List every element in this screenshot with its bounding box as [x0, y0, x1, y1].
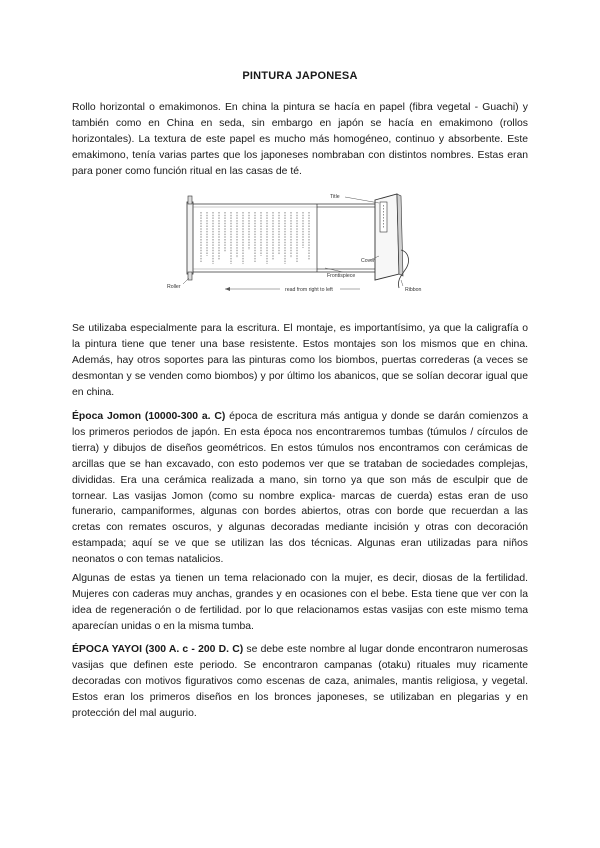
jomon-heading: Época Jomon (10000-300 a. C): [72, 411, 226, 422]
scroll-body: [193, 204, 375, 272]
page-title: PINTURA JAPONESA: [242, 70, 358, 82]
ribbon-label: Ribbon: [405, 287, 422, 293]
emakimono-diagram: [165, 190, 435, 300]
frontispiece-label: Frontispiece: [327, 273, 356, 279]
title-strip-label: Title: [330, 194, 340, 200]
paragraph-montaje: Se utilizaba especialmente para la escritura. El montaje, es importantísimo, ya que la caligrafía o la pintura tiene que tener una base resistente. Estos montajes son los mismos que en china. Además, hay otros soportes para las pinturas como los biombos, puertas correderas (a veces se desmontan y se venden como biombos) y por último los abanicos, que se solían decorar igual que en china.: [72, 323, 528, 398]
reading-direction-label: read from right to left: [285, 287, 333, 293]
cover-label: Cover: [361, 258, 375, 264]
roller-illustration: [187, 196, 193, 280]
yayoi-heading: ÉPOCA YAYOI (300 A. c - 200 D. C): [72, 644, 244, 655]
paragraph-yayoi: [72, 642, 528, 722]
jomon-text: época de escritura más antigua y donde se darán comienzos a los primeros periodos de japón. En esta época nos encontraremos tumbas (túmulos / círculos de tierra) y dibujos de diseños geométricos. En estos túmulos nos encontramos con cerámicas de arcillas que se han excavado, con esto podemos ver que se trataban de sociedades complejas, divididas. Era una cerámica realizada a mano, sin torno ya que son más de esculpir que de tornear. Las vasijas Jomon (como su nombre explica- marcas de cuerda) estas eran de uso funerario, campaniformes, algunas con bordes abiertos, otras con borde que recuerdan a las cretas con remates oscuros, y algunas decoradas mediante incisión y otras con decoración estampada; aquí se ve que se utilizan las dos técnicas. Algunas eran utilizadas para niños neonatos o con temas natalicios.: [72, 411, 528, 566]
roller-label: Roller: [167, 284, 181, 290]
paragraph-jomon: [72, 409, 528, 568]
paragraph-fertilidad: Algunas de estas ya tienen un tema relacionado con la mujer, es decir, diosas de la fertilidad. Mujeres con caderas muy anchas, grandes y en ocasiones con el bebe. Esta tiene que ver con la idea de regeneración o de fertilidad. por lo que relacionamos estas vasijas con este mismo tema aparecían unidas o en la misma tumba.: [72, 573, 528, 632]
yayoi-text: se debe este nombre al lugar donde encontraron numerosas vasijas que definen este periodo. Se encontraron campanas (otaku) rituales muy ricamente decoradas con motivos figurativos como escenas de caza, animales, mantis religiosa, y vegetal. Estos eran los primeros diseños en los bronces japoneses, se utilizaban en plegarias y en protección del mal augurio.: [72, 644, 528, 719]
cover-illustration: [375, 194, 408, 288]
paragraph-intro: Rollo horizontal o emakimonos. En china la pintura se hacía en papel (fibra vegetal - Guachi) y también como en China en seda, sin embargo en japón se hacía en emakimono (rollos horizontales). La textura de este papel es mucho más homogéneo, continuo y absorbente. Este emakimono, tenía varias partes que los japoneses nombraban con distintos nombres. Estas eran para poner como función ritual en las casas de té.: [72, 102, 528, 177]
